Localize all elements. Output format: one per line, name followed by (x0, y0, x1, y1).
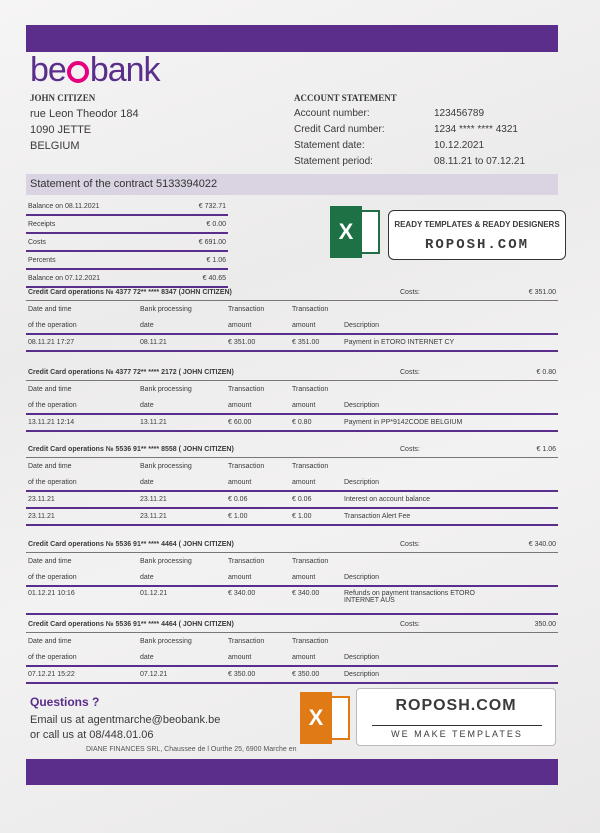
contact-section (30, 695, 220, 743)
contact-phone: or call us at 08/448.01.06 (30, 729, 154, 741)
operation-title: Credit Card operations № 5536 91** **** 4464 ( JOHN CITIZEN) (28, 621, 234, 628)
operation-header (26, 537, 558, 553)
column-header-row: of the operation date amount amount Description (26, 650, 558, 667)
client-city: 1090 JETTE (30, 124, 92, 136)
operation-title: Credit Card operations № 4377 72** **** 8347 (JOHN CITIZEN) (28, 289, 232, 296)
footer-band (26, 759, 558, 785)
logo-ring-icon (67, 61, 89, 83)
balance-row: Receipts € 0.00 (26, 216, 228, 234)
operation-section (26, 617, 558, 684)
operation-title: Credit Card operations № 5536 91** **** 8558 ( JOHN CITIZEN) (28, 446, 234, 453)
questions-heading: Questions ? (30, 695, 100, 709)
operation-header (26, 365, 558, 381)
statement-heading: ACCOUNT STATEMENT (294, 93, 397, 103)
column-header-row: of the operation date amount amount Description (26, 475, 558, 492)
transaction-description: Transaction Alert Fee (344, 513, 411, 520)
operation-header (26, 442, 558, 458)
operation-costs: € 340.00 (528, 541, 556, 548)
statement-row: Credit Card number: 1234 **** **** 4321 (294, 124, 518, 135)
transaction-description: Refunds on payment transactions ETORO (344, 590, 475, 597)
balance-row: Percents € 1.06 (26, 252, 228, 270)
operation-section (26, 442, 558, 526)
transaction-description: Payment in PP*9142CODE BELGIUM (344, 419, 463, 426)
transaction-description: Payment in ETORO INTERNET CY (344, 339, 455, 346)
operation-section (26, 285, 558, 352)
client-name: JOHN CITIZEN (30, 93, 96, 103)
costs-label: Costs: (400, 369, 420, 376)
column-header-row: of the operation date amount amount Description (26, 570, 558, 587)
balance-row: Balance on 08.11.2021 € 732.71 (26, 198, 228, 216)
client-street: rue Leon Theodor 184 (30, 108, 139, 120)
costs-label: Costs: (400, 541, 420, 548)
statement-row: Statement period: 08.11.21 to 07.12.21 (294, 156, 526, 167)
contract-title: Statement of the contract 5133394022 (26, 174, 558, 195)
ad-box: ROPOSH.COM WE MAKE TEMPLATES (356, 688, 556, 746)
operation-costs: € 351.00 (528, 289, 556, 296)
costs-label: Costs: (400, 446, 420, 453)
balance-row: Costs € 691.00 (26, 234, 228, 252)
client-address (30, 90, 139, 154)
watermark-ad-top (330, 206, 570, 264)
transaction-row: 23.11.21 23.11.21 € 1.00 € 1.00 Transaction Alert Fee (26, 509, 558, 526)
beobank-logo: be bank (30, 51, 160, 89)
column-header-row: Date and time Bank processing Transaction Transaction (28, 463, 329, 470)
transaction-description: Description (344, 671, 380, 678)
balance-summary (26, 198, 228, 288)
transaction-row: 08.11.21 17:27 08.11.21 € 351.00 € 351.00 Payment in ETORO INTERNET CY (26, 335, 558, 352)
column-header-row: Date and time Bank processing Transaction Transaction (28, 558, 329, 565)
transaction-description: Interest on account balance (344, 496, 431, 503)
header-band (26, 25, 558, 52)
watermark-ad-bottom (300, 688, 560, 752)
excel-icon: X (300, 692, 350, 744)
statement-row: Account number: 123456789 (294, 108, 485, 119)
column-header-row: Date and time Bank processing Transaction Transaction (28, 638, 329, 645)
transaction-row: 23.11.21 23.11.21 € 0.06 € 0.06 Interest on account balance (26, 492, 558, 509)
operation-header (26, 617, 558, 633)
transaction-row: 07.12.21 15:22 07.12.21 € 350.00 € 350.00 Description (26, 667, 558, 684)
column-header-row: Date and time Bank processing Transaction Transaction (28, 306, 329, 313)
operation-header (26, 285, 558, 301)
operation-costs: € 1.06 (536, 446, 556, 453)
transaction-description: INTERNET AUS (344, 597, 395, 604)
transaction-row: 01.12.21 10:16 01.12.21 € 340.00 € 340.00 Refunds on payment transactions ETORO INTERNET AUS (26, 587, 558, 615)
excel-icon: X (330, 206, 380, 258)
ad-box: READY TEMPLATES & READY DESIGNERS ROPOSH.COM (388, 210, 566, 260)
column-header-row: Date and time Bank processing Transaction Transaction (28, 386, 329, 393)
operation-section (26, 537, 558, 615)
column-header-row: of the operation date amount amount Description (26, 318, 558, 335)
account-statement-info (294, 90, 525, 170)
costs-label: Costs: (400, 621, 420, 628)
statement-row: Statement date: 10.12.2021 (294, 140, 485, 151)
balance-row: Balance on 07.12.2021 € 40.65 (26, 270, 228, 288)
costs-label: Costs: (400, 289, 420, 296)
operation-title: Credit Card operations № 4377 72** **** 2172 ( JOHN CITIZEN) (28, 369, 234, 376)
column-header-row: of the operation date amount amount Description (26, 398, 558, 415)
footer-address: DIANE FINANCES SRL, Chaussee de l Ourthe 25, 6900 Marche en (86, 746, 297, 753)
contact-email: Email us at agentmarche@beobank.be (30, 714, 221, 726)
operation-costs: € 0.80 (536, 369, 556, 376)
client-country: BELGIUM (30, 140, 80, 152)
operation-title: Credit Card operations № 5536 91** **** 4464 ( JOHN CITIZEN) (28, 541, 234, 548)
operation-costs: 350.00 (534, 621, 556, 628)
operation-section (26, 365, 558, 432)
transaction-row: 13.11.21 12:14 13.11.21 € 60.00 € 0.80 Payment in PP*9142CODE BELGIUM (26, 415, 558, 432)
